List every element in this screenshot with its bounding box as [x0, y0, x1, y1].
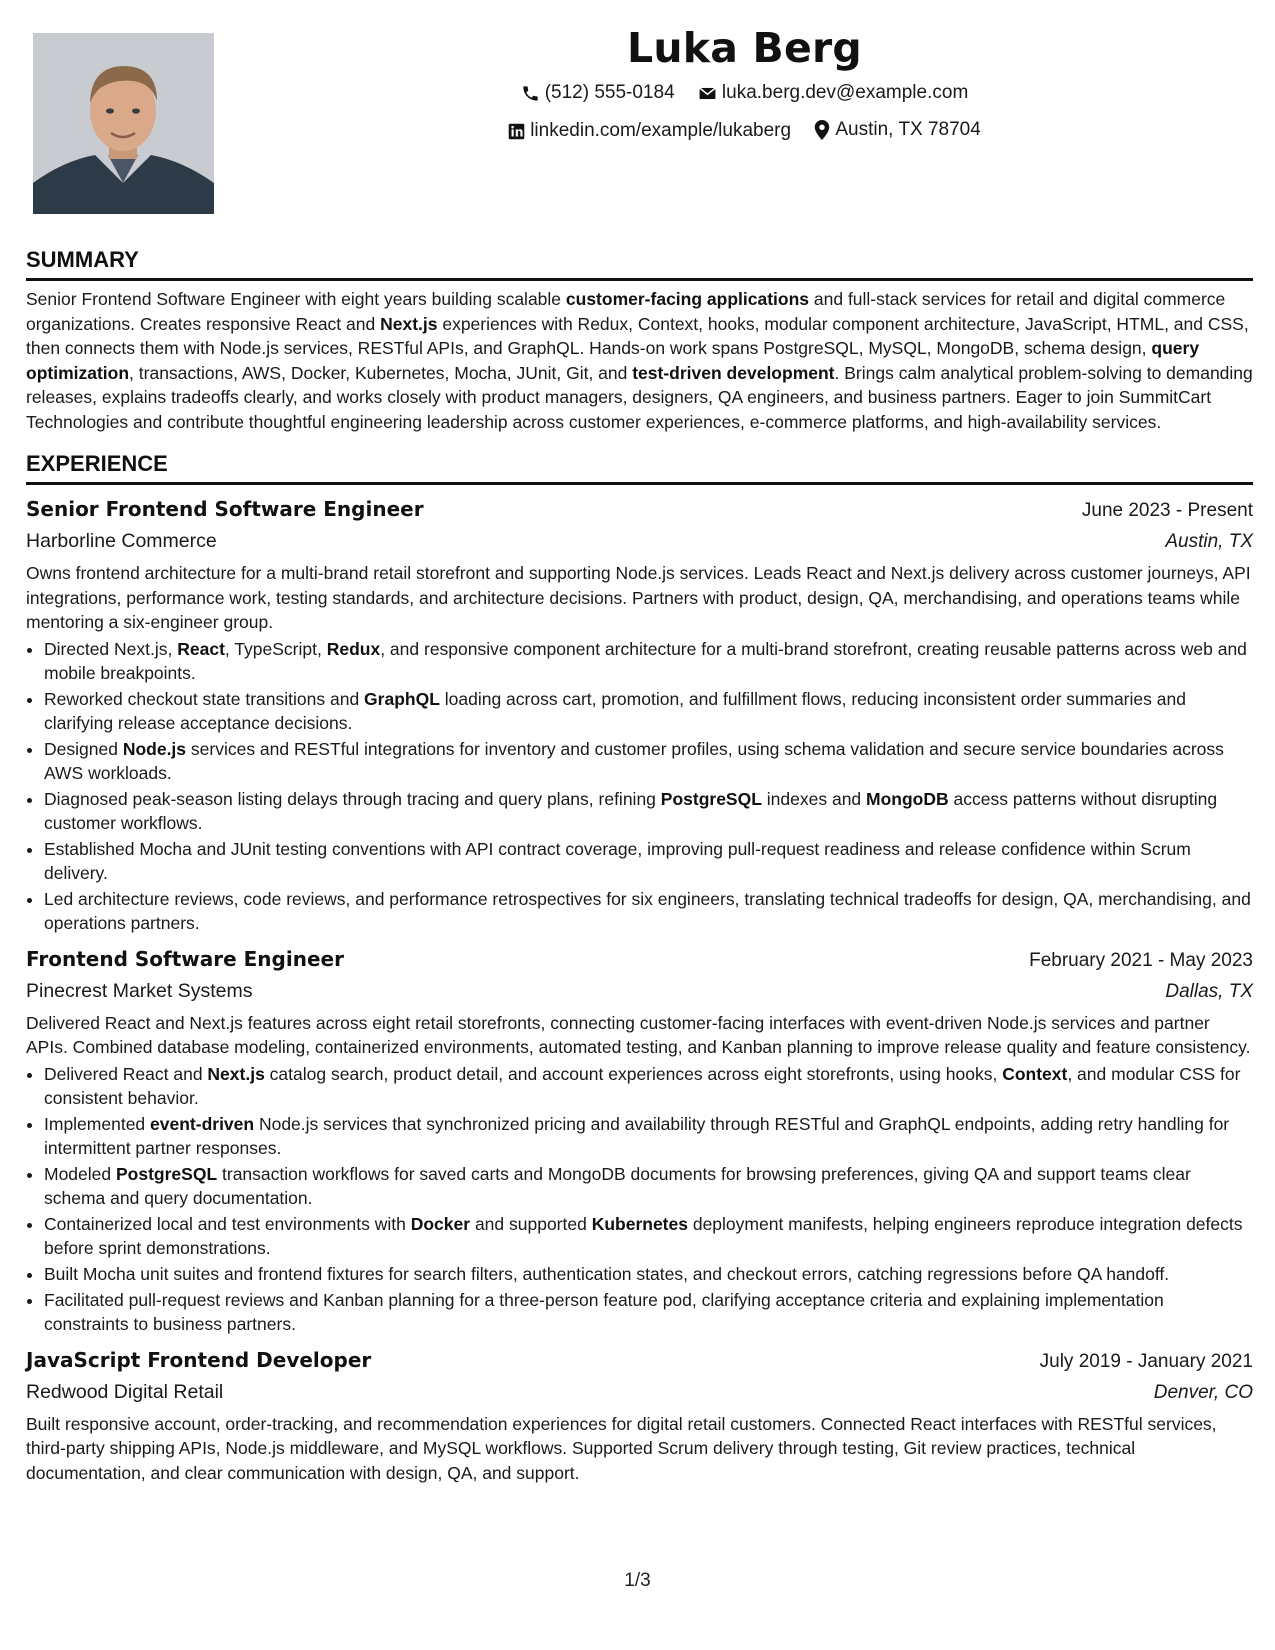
job-location: Austin, TX: [1165, 531, 1253, 552]
map-pin-icon: [814, 120, 830, 140]
bullet-text: indexes and: [761, 788, 867, 809]
summary-section: [26, 246, 1253, 434]
contact-line-1: [214, 78, 1275, 113]
job-bullets: [26, 637, 1253, 935]
summary-seg: . Brings calm analytical problem-solving to demanding releases, explains tradeoffs clearly, and works closely with product managers, designers, QA engineers, and business partners. Eager to join SummitCart Technologies and contribute thoughtful engineering leadership across customer experiences, e-commerce platforms, and high-availability services.: [26, 362, 1253, 432]
job-dates: June 2023 - Present: [1081, 500, 1253, 521]
bullet-text: transaction workflows for saved carts and MongoDB documents for browsing preferences, giving QA and support teams clear schema and query documentation.: [44, 1163, 1191, 1208]
bullet-text: catalog search, product detail, and account experiences across eight storefronts, using hooks,: [264, 1063, 1003, 1084]
job-description: Owns frontend architecture for a multi-brand retail storefront and supporting Node.js services. Leads React and Next.js delivery across customer journeys, API integrations, performance work, testing standards, and architecture decisions. Partners with product, design, QA, merchandising, and operations teams while mentoring a six-engineer group.: [26, 563, 1251, 632]
bullet-text: loading across cart, promotion, and fulfillment flows, reducing inconsistent order summaries and clarifying release acceptance decisions.: [44, 688, 1186, 733]
job-dates: February 2021 - May 2023: [1029, 949, 1253, 971]
summary-heading: SUMMARY: [26, 246, 1253, 281]
bullet-keyword: GraphQL: [364, 688, 440, 709]
bullet-keyword: Kubernetes: [591, 1213, 688, 1234]
bullet-text: Node.js services that synchronized pricing and availability through RESTful and GraphQL endpoints, adding retry handling for intermittent partner responses.: [44, 1113, 1230, 1158]
bullet-text: deployment manifests, helping engineers reproduce integration defects before sprint demonstrations.: [44, 1213, 1243, 1258]
summary-seg: and full-stack services for retail and digital commerce organizations. Creates responsive React and: [26, 289, 1226, 334]
experience-bullet: [44, 1288, 1253, 1336]
bullet-text: Reworked checkout state transitions and: [44, 688, 365, 709]
bullet-text: Directed Next.js,: [44, 638, 178, 659]
job-location: Denver, CO: [1153, 1381, 1253, 1403]
bullet-keyword: Next.js: [207, 1063, 265, 1084]
job-description: Built responsive account, order-tracking, and recommendation experiences for digital retail customers. Connected React interfaces with RESTful services, third-party shipping APIs, Node.js middleware, and MySQL workflows. Supported Scrum delivery through testing, Git review practices, technical documentation, and clear communication with design, QA, and support.: [26, 1413, 1217, 1483]
bullet-text: , TypeScript,: [224, 638, 327, 659]
bullet-text: and supported: [470, 1213, 592, 1234]
job-bullets: [26, 1062, 1253, 1336]
bullet-keyword: Context: [1002, 1063, 1068, 1084]
company-name: Pinecrest Market Systems: [26, 979, 253, 1002]
experience-bullet: [44, 1062, 1253, 1110]
job-subheader: [26, 1377, 1253, 1408]
bullet-text: Containerized local and test environments with: [44, 1213, 411, 1234]
summary-seg: experiences with Redux, Context, hooks, modular component architecture, JavaScript, HTML, and CSS, then connects them with Node.js services, RESTful APIs, and GraphQL. Hands-on work spans PostgreSQL, MySQL, MongoDB, schema design,: [26, 313, 1249, 358]
bullet-text: Modeled: [44, 1163, 116, 1184]
profile-photo: [33, 33, 214, 214]
job-header: [26, 1345, 1253, 1377]
bullet-text: Diagnosed peak-season listing delays through tracing and query plans, refining: [44, 788, 661, 809]
bullet-text: , and responsive component architecture for a multi-brand storefront, creating reusable patterns across web and mobile breakpoints.: [44, 638, 1247, 683]
bullet-text: Delivered React and: [44, 1063, 208, 1084]
experience-section: [26, 450, 1253, 1485]
linkedin-icon: [508, 123, 525, 140]
job-list: [26, 494, 1253, 1485]
page-number: 1/3: [624, 1570, 651, 1591]
job-entry: [26, 1345, 1253, 1486]
email-text: luka.berg.dev@example.com: [721, 82, 969, 103]
experience-bullet: [44, 1112, 1253, 1160]
header: [214, 22, 1275, 150]
bullet-text: Established Mocha and JUnit testing conventions with API contract coverage, improving pull-request readiness and release confidence within Scrum delivery.: [44, 838, 1191, 883]
job-description: Delivered React and Next.js features across eight retail storefronts, connecting customer-facing interfaces with event-driven Node.js services and partner APIs. Combined database modeling, containerized environments, automated testing, and Kanban planning to improve release quality and feature consistency.: [26, 1012, 1251, 1057]
location-item: [814, 115, 980, 145]
job-subheader: [26, 526, 1253, 557]
phone-icon: [521, 84, 540, 103]
linkedin-text: linkedin.com/example/lukaberg: [530, 120, 792, 141]
company-name: Harborline Commerce: [26, 530, 217, 552]
bullet-text: Designed: [44, 738, 123, 759]
experience-heading: EXPERIENCE: [26, 450, 1253, 485]
summary-bold: test-driven development: [632, 362, 835, 383]
bullet-text: Built Mocha unit suites and frontend fixtures for search filters, authentication states, and checkout errors, catching regressions before QA handoff.: [44, 1263, 1170, 1284]
job-location: Dallas, TX: [1165, 980, 1253, 1002]
job-header: [26, 494, 1253, 526]
job-title: Senior Frontend Software Engineer: [26, 497, 424, 521]
envelope-icon: [698, 84, 717, 103]
bullet-keyword: Node.js: [122, 738, 187, 759]
phone-item: [521, 78, 675, 108]
company-name: Redwood Digital Retail: [26, 1380, 224, 1403]
summary-text: [26, 287, 1253, 434]
experience-bullet: [44, 1262, 1253, 1286]
summary-seg: , transactions, AWS, Docker, Kubernetes, Mocha, JUnit, Git, and: [129, 362, 633, 383]
summary-bold: query optimization: [26, 338, 1200, 383]
job-title: JavaScript Frontend Developer: [26, 1347, 372, 1372]
job-entry: [26, 944, 1253, 1336]
phone-text: (512) 555-0184: [544, 82, 675, 103]
bullet-keyword: Redux: [326, 638, 381, 659]
experience-bullet: [44, 637, 1253, 685]
location-text: Austin, TX 78704: [835, 118, 981, 140]
bullet-keyword: Docker: [410, 1213, 471, 1234]
bullet-keyword: PostgreSQL: [116, 1163, 218, 1184]
bullet-keyword: event-driven: [150, 1113, 255, 1134]
bullet-text: services and RESTful integrations for inventory and customer profiles, using schema validation and secure service boundaries across AWS workloads.: [44, 738, 1224, 783]
bullet-text: Led architecture reviews, code reviews, and performance retrospectives for six engineers, translating technical tradeoffs for design, QA, merchandising, and operations partners.: [44, 888, 1251, 933]
job-entry: [26, 494, 1253, 935]
experience-bullet: [44, 1212, 1253, 1260]
bullet-text: Implemented: [44, 1113, 151, 1134]
summary-seg: Senior Frontend Software Engineer with eight years building scalable: [26, 289, 566, 309]
experience-bullet: [44, 887, 1253, 935]
bullet-keyword: React: [177, 638, 225, 659]
job-header: [26, 944, 1253, 976]
bullet-text: access patterns without disrupting customer workflows.: [44, 788, 1218, 833]
job-dates: July 2019 - January 2021: [1039, 1350, 1253, 1372]
bullet-text: Facilitated pull-request reviews and Kanban planning for a three-person feature pod, clarifying acceptance criteria and explaining implementation constraints to business partners.: [44, 1289, 1164, 1334]
experience-bullet: [44, 737, 1253, 785]
summary-bold: customer-facing applications: [565, 289, 810, 309]
resume-content: [26, 246, 1253, 1485]
experience-bullet: [44, 837, 1253, 885]
candidate-name: Luka Berg: [627, 24, 862, 72]
contact-line-2: [214, 115, 1275, 150]
bullet-keyword: PostgreSQL: [660, 788, 762, 809]
experience-bullet: [44, 687, 1253, 735]
bullet-text: , and modular CSS for consistent behavior.: [44, 1063, 1241, 1108]
job-subheader: [26, 976, 1253, 1007]
experience-bullet: [44, 1162, 1253, 1210]
summary-bold: Next.js: [380, 313, 438, 334]
experience-bullet: [44, 787, 1253, 835]
email-item[interactable]: [698, 78, 968, 108]
linkedin-item[interactable]: [508, 116, 791, 146]
job-title: Frontend Software Engineer: [26, 946, 344, 971]
bullet-keyword: MongoDB: [866, 788, 949, 809]
